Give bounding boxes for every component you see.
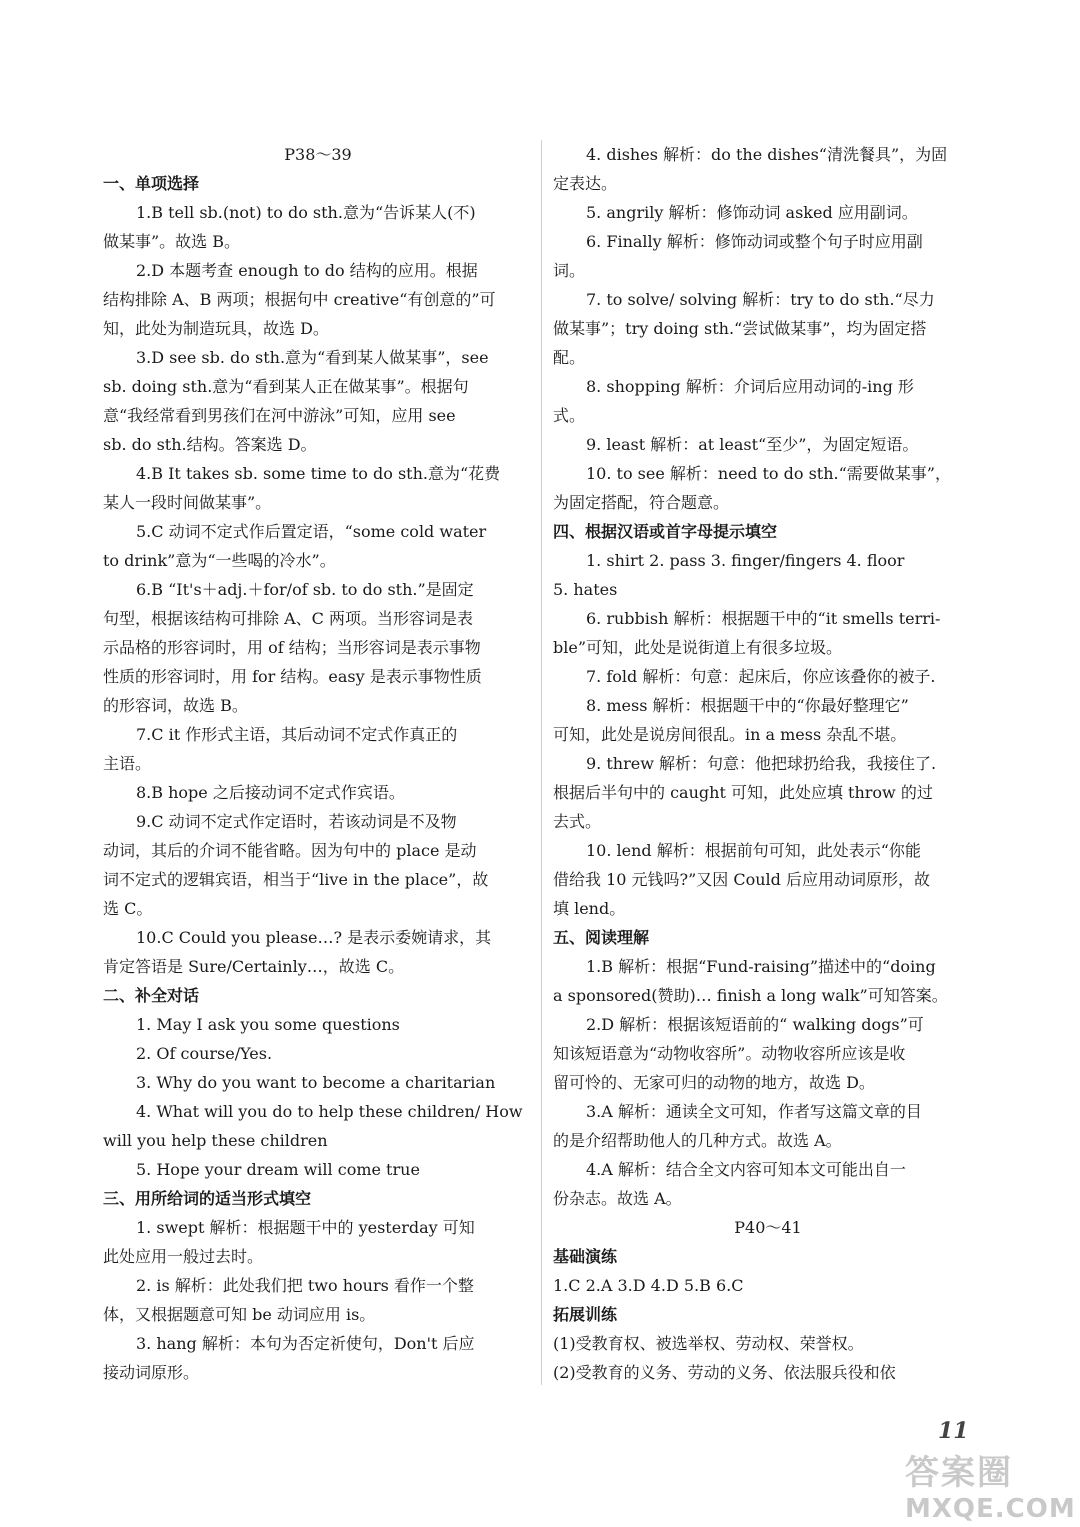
text-line: 体，又根据题意可知 be 动词应用 is。 bbox=[103, 1305, 376, 1324]
text-line: 3.D see sb. do sth.意为“看到某人做某事”，see bbox=[136, 348, 489, 367]
text-line: 份杂志。故选 A。 bbox=[553, 1189, 682, 1208]
text-line: 配。 bbox=[553, 348, 586, 367]
text-line: 5. angrily 解析：修饰动词 asked 应用副词。 bbox=[586, 203, 918, 222]
text-line: 的是介绍帮助他人的几种方式。故选 A。 bbox=[553, 1131, 842, 1150]
watermark-en: MXQE.COM bbox=[905, 1494, 1076, 1524]
text-line: 去式。 bbox=[553, 812, 602, 831]
text-line: 3. Why do you want to become a charitarian bbox=[136, 1073, 496, 1092]
text-line: 1. May I ask you some questions bbox=[136, 1015, 400, 1034]
text-line: 6.B “It's＋adj.＋for/of sb. to do sth.”是固定 bbox=[136, 580, 474, 599]
text-line: ble”可知，此处是说街道上有很多垃圾。 bbox=[553, 638, 843, 657]
text-line: 3.A 解析：通读全文可知，作者写这篇文章的目 bbox=[586, 1102, 922, 1121]
text-line: 2.D 本题考查 enough to do 结构的应用。根据 bbox=[136, 261, 478, 280]
text-line: 7. fold 解析：句意：起床后，你应该叠你的被子. bbox=[586, 667, 936, 686]
text-line: 6. Finally 解析：修饰动词或整个句子时应用副 bbox=[586, 232, 923, 251]
text-line: 6. rubbish 解析：根据题干中的“it smells terri- bbox=[586, 609, 941, 628]
text-line: 5.C 动词不定式作后置定语，“some cold water bbox=[136, 522, 487, 541]
text-line: 为固定搭配，符合题意。 bbox=[553, 493, 730, 512]
text-line: 接动词原形。 bbox=[103, 1363, 200, 1382]
text-line: 式。 bbox=[553, 406, 586, 425]
text-line: 5. hates bbox=[553, 580, 618, 599]
section-heading: 五、阅读理解 bbox=[553, 928, 650, 947]
text-line: 5. Hope your dream will come true bbox=[136, 1160, 420, 1179]
page-range-heading: P38～39 bbox=[284, 145, 352, 164]
text-line: 10. lend 解析：根据前句可知，此处表示“你能 bbox=[586, 841, 921, 860]
text-line: 根据后半句中的 caught 可知，此处应填 throw 的过 bbox=[553, 783, 933, 802]
text-line: (1)受教育权、被选举权、劳动权、荣誉权。 bbox=[553, 1334, 864, 1353]
section-heading: 三、用所给词的适当形式填空 bbox=[103, 1189, 312, 1208]
watermark-cn: 答案圈 bbox=[905, 1453, 1013, 1493]
text-line: 1. shirt 2. pass 3. finger/fingers 4. floor bbox=[586, 551, 905, 570]
text-line: 选 C。 bbox=[103, 899, 153, 918]
column-divider bbox=[541, 140, 542, 1385]
text-line: 8. shopping 解析：介词后应用动词的-ing 形 bbox=[586, 377, 914, 396]
section-heading: 一、单项选择 bbox=[103, 174, 200, 193]
text-line: (2)受教育的义务、劳动的义务、依法服兵役和依 bbox=[553, 1363, 896, 1382]
text-line: 1.B 解析：根据“Fund-raising”描述中的“doing bbox=[586, 957, 936, 976]
text-line: 2.D 解析：根据该短语前的“ walking dogs”可 bbox=[586, 1015, 924, 1034]
section-heading: 四、根据汉语或首字母提示填空 bbox=[553, 522, 778, 541]
text-line: 性质的形容词时，用 for 结构。easy 是表示事物性质 bbox=[103, 667, 482, 686]
section-heading: 二、补全对话 bbox=[103, 986, 200, 1005]
text-line: 留可怜的、无家可归的动物的地方，故选 D。 bbox=[553, 1073, 875, 1092]
text-line: to drink”意为“一些喝的冷水”。 bbox=[103, 551, 336, 570]
text-line: 主语。 bbox=[103, 754, 152, 773]
text-line: 句型，根据该结构可排除 A、C 两项。当形容词是表 bbox=[103, 609, 473, 628]
text-line: 的形容词，故选 B。 bbox=[103, 696, 248, 715]
text-line: 1.B tell sb.(not) to do sth.意为“告诉某人(不) bbox=[136, 203, 476, 222]
text-line: 1.C 2.A 3.D 4.D 5.B 6.C bbox=[553, 1276, 744, 1295]
left-column bbox=[103, 140, 533, 1387]
text-line: will you help these children bbox=[103, 1131, 328, 1150]
text-line: 1. swept 解析：根据题干中的 yesterday 可知 bbox=[136, 1218, 475, 1237]
text-line: 4. What will you do to help these children/ How bbox=[136, 1102, 523, 1121]
text-line: 借给我 10 元钱吗?”又因 Could 后应用动词原形，故 bbox=[553, 870, 931, 889]
text-line: 词不定式的逻辑宾语，相当于“live in the place”，故 bbox=[103, 870, 489, 889]
text-line: sb. doing sth.意为“看到某人正在做某事”。根据句 bbox=[103, 377, 469, 396]
text-line: 示品格的形容词时，用 of 结构；当形容词是表示事物 bbox=[103, 638, 481, 657]
right-column bbox=[553, 140, 983, 1387]
page-number: 11 bbox=[938, 1418, 969, 1444]
text-line: 7.C it 作形式主语，其后动词不定式作真正的 bbox=[136, 725, 458, 744]
text-line: 知，此处为制造玩具，故选 D。 bbox=[103, 319, 329, 338]
text-line: 4.B It takes sb. some time to do sth.意为“花费 bbox=[136, 464, 501, 483]
text-line: 动词，其后的介词不能省略。因为句中的 place 是动 bbox=[103, 841, 477, 860]
text-line: 10.C Could you please…? 是表示委婉请求，其 bbox=[136, 928, 492, 947]
text-line: 做某事”。故选 B。 bbox=[103, 232, 241, 251]
text-line: 肯定答语是 Sure/Certainly…，故选 C。 bbox=[103, 957, 405, 976]
text-line: 意“我经常看到男孩们在河中游泳”可知，应用 see bbox=[103, 406, 456, 425]
text-line: 定表达。 bbox=[553, 174, 618, 193]
page-range-heading: P40～41 bbox=[734, 1218, 802, 1237]
text-line: 填 lend。 bbox=[553, 899, 626, 918]
text-line: 8.B hope 之后接动词不定式作宾语。 bbox=[136, 783, 405, 802]
text-line: 2. is 解析：此处我们把 two hours 看作一个整 bbox=[136, 1276, 474, 1295]
text-line: 10. to see 解析：need to do sth.“需要做某事”， bbox=[586, 464, 951, 483]
section-heading: 基础演练 bbox=[553, 1247, 618, 1266]
text-line: 结构排除 A、B 两项；根据句中 creative“有创意的”可 bbox=[103, 290, 496, 309]
section-heading: 拓展训练 bbox=[553, 1305, 618, 1324]
text-line: 3. hang 解析：本句为否定祈使句，Don't 后应 bbox=[136, 1334, 475, 1353]
text-line: 可知，此处是说房间很乱。in a mess 杂乱不堪。 bbox=[553, 725, 907, 744]
text-line: sb. do sth.结构。答案选 D。 bbox=[103, 435, 317, 454]
text-line: 词。 bbox=[553, 261, 586, 280]
text-line: 知该短语意为“动物收容所”。动物收容所应该是收 bbox=[553, 1044, 906, 1063]
text-line: 4. dishes 解析：do the dishes“清洗餐具”，为固 bbox=[586, 145, 948, 164]
text-line: 8. mess 解析：根据题干中的“你最好整理它” bbox=[586, 696, 909, 715]
text-line: 某人一段时间做某事”。 bbox=[103, 493, 272, 512]
text-line: 4.A 解析：结合全文内容可知本文可能出自一 bbox=[586, 1160, 906, 1179]
text-line: 7. to solve/ solving 解析：try to do sth.“尽力 bbox=[586, 290, 935, 309]
text-line: 此处应用一般过去时。 bbox=[103, 1247, 264, 1266]
text-line: 2. Of course/Yes. bbox=[136, 1044, 273, 1063]
text-line: 做某事”；try doing sth.“尝试做某事”，均为固定搭 bbox=[553, 319, 927, 338]
text-line: 9. least 解析：at least“至少”，为固定短语。 bbox=[586, 435, 919, 454]
watermark-logo bbox=[905, 1445, 1076, 1525]
text-line: a sponsored(赞助)… finish a long walk”可知答案。 bbox=[553, 986, 948, 1005]
text-line: 9. threw 解析：句意：他把球扔给我，我接住了. bbox=[586, 754, 937, 773]
text-line: 9.C 动词不定式作定语时，若该动词是不及物 bbox=[136, 812, 457, 831]
